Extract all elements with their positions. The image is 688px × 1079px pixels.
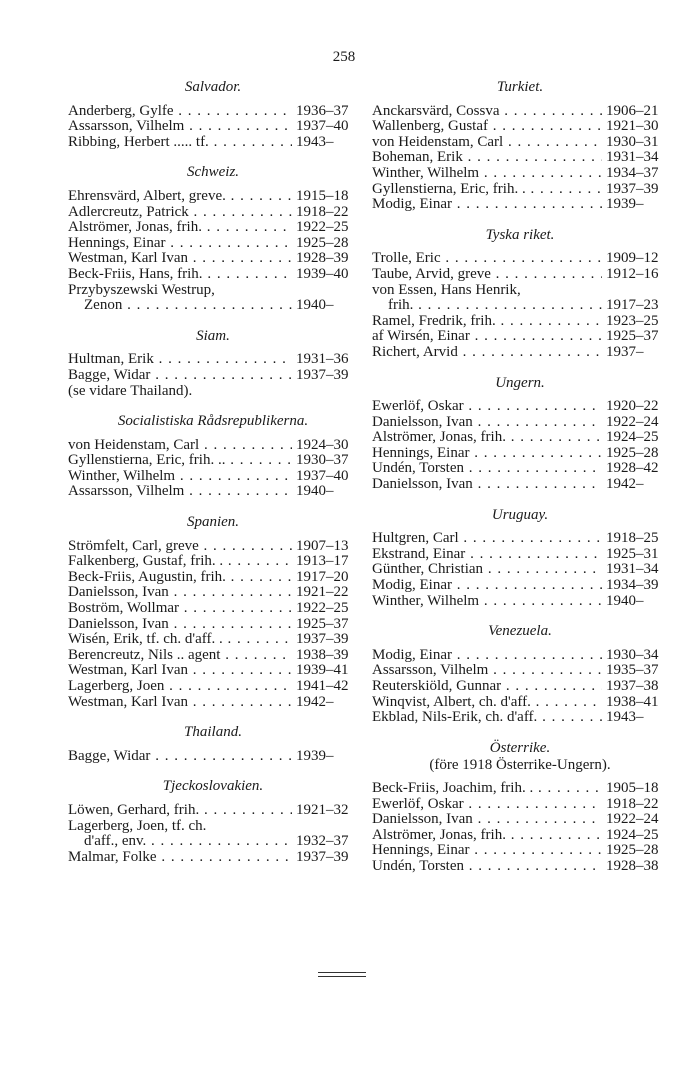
tenure-years: 1907–13 (296, 537, 349, 554)
tenure-years: 1934–37 (606, 164, 659, 181)
tenure-years: 1939– (296, 747, 334, 764)
tenure-years: 1922–25 (296, 600, 349, 617)
tenure-years: 1931–34 (606, 149, 659, 166)
envoy-name: Hennings, Einar . . . (68, 236, 292, 252)
list-item (372, 679, 668, 695)
tenure-years: 1925–37 (606, 328, 659, 345)
list-item (68, 803, 358, 819)
section-turkiet (372, 80, 668, 213)
section-thailand (68, 725, 358, 764)
tenure-years: 1937–40 (296, 118, 349, 135)
list-item (68, 205, 358, 221)
tenure-years: 1928–42 (606, 460, 659, 477)
tenure-years: 1942– (606, 476, 644, 493)
list-item (68, 189, 358, 205)
list-item (68, 352, 358, 368)
list-item (372, 119, 668, 135)
section-heading: Socialistiska Rådsrepublikerna. (117, 413, 309, 430)
envoy-name: Westman, Karl Ivan . . . (68, 251, 292, 267)
section-heading: Salvador. (184, 79, 242, 95)
list-item (68, 368, 358, 384)
list-item (68, 632, 358, 648)
list-item (68, 570, 358, 586)
right-column (372, 80, 668, 890)
list-item (372, 415, 668, 431)
list-item (372, 812, 668, 828)
envoy-name: Löwen, Gerhard, frih. . . . (68, 803, 292, 819)
tenure-years: 1928–38 (606, 857, 659, 874)
tenure-years: 1905–18 (606, 779, 659, 796)
tenure-years: 1921–22 (296, 584, 349, 601)
tenure-years: 1931–34 (606, 561, 659, 578)
list-item (372, 298, 668, 314)
tenure-years: 1915–18 (296, 187, 349, 204)
envoy-name: Danielsson, Ivan . . . (372, 812, 602, 828)
envoy-name: Bagge, Widar . . . (68, 749, 292, 765)
section-tjeckoslovakien (68, 779, 358, 865)
list-item (372, 345, 668, 361)
envoy-name: Reuterskiöld, Gunnar . . . (372, 679, 602, 695)
section-subheading: (före 1918 Österrike-Ungern). (429, 757, 611, 774)
section-heading: Österrike. (489, 739, 551, 756)
envoy-name: Westman, Karl Ivan . . . (68, 663, 292, 679)
envoy-name: Zenon . . . (68, 298, 292, 314)
list-item (372, 531, 668, 547)
list-item (68, 850, 358, 866)
list-item (68, 135, 358, 151)
list-item (68, 617, 358, 633)
tenure-years: 1935–37 (606, 662, 659, 679)
envoy-name: Assarsson, Vilhelm . . . (68, 484, 292, 500)
section-venezuela (372, 624, 668, 726)
envoy-name: Strömfelt, Carl, greve . . . (68, 539, 292, 555)
envoy-name: Hennings, Einar . . . (372, 446, 602, 462)
envoy-name: Falkenberg, Gustaf, frih. . . . . (68, 554, 292, 570)
list-item (68, 104, 358, 120)
section-siam (68, 329, 358, 399)
envoy-name: Hennings, Einar . . . (372, 843, 602, 859)
envoy-name: Alströmer, Jonas, frih. . . . (372, 430, 602, 446)
list-item (68, 220, 358, 236)
envoy-name: Przybyszewski Westrup, (68, 282, 215, 298)
list-item (372, 477, 668, 493)
envoy-name: Alströmer, Jonas, frih. . . . (372, 828, 602, 844)
envoy-name: Lagerberg, Joen, tf. ch. (68, 818, 207, 834)
list-item (68, 236, 358, 252)
list-item (372, 859, 668, 875)
envoy-name: Ekstrand, Einar . . . (372, 547, 602, 563)
envoy-name: Undén, Torsten . . . (372, 461, 602, 477)
list-item (68, 438, 358, 454)
list-item (68, 585, 358, 601)
list-item (372, 314, 668, 330)
list-item (68, 539, 358, 555)
section-heading: Turkiet. (496, 79, 544, 95)
envoy-name: Westman, Karl Ivan . . . (68, 695, 292, 711)
section-heading: Siam. (196, 327, 230, 344)
list-item (68, 469, 358, 485)
section-tyska-riket (372, 228, 668, 361)
list-item (372, 562, 668, 578)
envoy-name: Taube, Arvid, greve . . . (372, 267, 602, 283)
envoy-name: Adlercreutz, Patrick . . . (68, 205, 292, 221)
envoy-name: Lagerberg, Joen . . . (68, 679, 292, 695)
list-item (68, 819, 358, 835)
list-item (68, 267, 358, 283)
tenure-years: 1913–17 (296, 553, 349, 570)
section-uruguay (372, 508, 668, 610)
section-socialistiska-rådsrepublikerna (68, 414, 358, 500)
tenure-years: 1923–25 (606, 312, 659, 329)
tenure-years: 1940– (296, 483, 334, 500)
tenure-years: 1918–22 (296, 203, 349, 220)
envoy-name: af Wirsén, Einar . . . (372, 329, 602, 345)
tenure-years: 1930–34 (606, 646, 659, 663)
list-item (372, 828, 668, 844)
tenure-years: 1938–41 (606, 693, 659, 710)
tenure-years: 1934–39 (606, 577, 659, 594)
list-item (372, 150, 668, 166)
tenure-years: 1937– (606, 343, 644, 360)
envoy-name: Beck-Friis, Hans, frih. . . . (68, 267, 292, 283)
section-heading: Venezuela. (488, 623, 552, 640)
envoy-name: Alströmer, Jonas, frih. . . . (68, 220, 292, 236)
envoy-name: Modig, Einar . . . (372, 197, 602, 213)
envoy-name: Winther, Wilhelm . . . (372, 166, 602, 182)
tenure-years: 1942– (296, 693, 334, 710)
tenure-years: 1922–24 (606, 811, 659, 828)
list-item (372, 797, 668, 813)
envoy-name: von Heidenstam, Carl . . . (372, 135, 602, 151)
section-heading: Tjeckoslovakien. (162, 778, 264, 795)
tenure-years: 1937–39 (296, 631, 349, 648)
envoy-name: Gyllenstierna, Eric, frih. .. . . . (68, 453, 292, 469)
tenure-years: 1937–40 (296, 467, 349, 484)
tenure-years: 1928–39 (296, 250, 349, 267)
envoy-name: Winther, Wilhelm . . . (68, 469, 292, 485)
tenure-years: 1939– (606, 196, 644, 213)
tenure-years: 1943– (606, 709, 644, 726)
envoy-name: Berencreutz, Nils .. agent . . . (68, 648, 292, 664)
tenure-years: 1918–25 (606, 530, 659, 547)
envoy-name: Boheman, Erik . . . (372, 150, 602, 166)
tenure-years: 1925–31 (606, 545, 659, 562)
list-item (372, 843, 668, 859)
envoy-name: Beck-Friis, Joachim, frih. . . . . (372, 781, 602, 797)
envoy-name: Ewerlöf, Oskar . . . (372, 797, 602, 813)
tenure-years: 1930–31 (606, 133, 659, 150)
list-item (372, 446, 668, 462)
list-item (68, 251, 358, 267)
tenure-years: 1939–41 (296, 662, 349, 679)
list-item (68, 601, 358, 617)
envoy-name: Ehrensvärd, Albert, greve. . . . (68, 189, 292, 205)
tenure-years: 1924–25 (606, 826, 659, 843)
tenure-years: 1925–28 (606, 444, 659, 461)
left-column (68, 80, 358, 880)
list-item (372, 695, 668, 711)
tenure-years: 1939–40 (296, 265, 349, 282)
list-item (68, 484, 358, 500)
list-item (372, 578, 668, 594)
tenure-years: 1930–37 (296, 452, 349, 469)
envoy-name: Modig, Einar . . . (372, 578, 602, 594)
list-item (68, 554, 358, 570)
tenure-years: 1924–30 (296, 436, 349, 453)
list-item (68, 679, 358, 695)
envoy-name: Winther, Wilhelm . . . (372, 594, 602, 610)
tenure-years: 1912–16 (606, 265, 659, 282)
envoy-name: Danielsson, Ivan . . . (372, 415, 602, 431)
envoy-name: frih. . . . (372, 298, 602, 314)
tenure-years: 1922–25 (296, 219, 349, 236)
tenure-years: 1941–42 (296, 678, 349, 694)
tenure-years: 1920–22 (606, 398, 659, 415)
envoy-name: Boström, Wollmar . . . (68, 601, 292, 617)
list-item (372, 267, 668, 283)
tenure-years: 1917–20 (296, 568, 349, 585)
list-item (68, 663, 358, 679)
envoy-name: Bagge, Widar . . . (68, 368, 292, 384)
list-item (68, 298, 358, 314)
envoy-name: (se vidare Thailand). (68, 383, 193, 399)
envoy-name: Gyllenstierna, Eric, frih. . . . . (372, 182, 602, 198)
list-item (372, 430, 668, 446)
tenure-years: 1943– (296, 133, 334, 150)
tenure-years: 1925–28 (296, 234, 349, 251)
footer-rule-second (318, 976, 366, 977)
tenure-years: 1937–39 (606, 180, 659, 197)
envoy-name: Danielsson, Ivan . . . (372, 477, 602, 493)
envoy-name: Danielsson, Ivan . . . (68, 585, 292, 601)
envoy-name: von Essen, Hans Henrik, (372, 282, 521, 298)
tenure-years: 1909–12 (606, 250, 659, 267)
section-heading: Ungern. (495, 374, 545, 391)
list-item (372, 594, 668, 610)
tenure-years: 1906–21 (606, 102, 659, 119)
list-item (372, 663, 668, 679)
list-item (372, 182, 668, 198)
tenure-years: 1925–37 (296, 615, 349, 632)
tenure-years: 1925–28 (606, 842, 659, 859)
list-item (68, 695, 358, 711)
tenure-years: 1940– (296, 297, 334, 314)
tenure-years: 1921–30 (606, 118, 659, 135)
section-heading: Uruguay. (491, 506, 549, 523)
list-item (372, 547, 668, 563)
envoy-name: Winqvist, Albert, ch. d'aff. . . . (372, 695, 602, 711)
tenure-years: 1937–39 (296, 848, 349, 865)
envoy-name: Wisén, Erik, tf. ch. d'aff. . . . . (68, 632, 292, 648)
envoy-name: Modig, Einar . . . (372, 648, 602, 664)
envoy-name: Malmar, Folke . . . (68, 850, 292, 866)
section-heading: Thailand. (184, 724, 242, 741)
list-item (372, 461, 668, 477)
list-item (372, 648, 668, 664)
section-schweiz (68, 165, 358, 313)
section-salvador (68, 80, 358, 150)
list-item (372, 197, 668, 213)
list-item (68, 384, 358, 400)
envoy-name: Hultman, Erik . . . (68, 352, 292, 368)
list-item (372, 104, 668, 120)
section-ungern (372, 376, 668, 493)
tenure-years: 1918–22 (606, 795, 659, 812)
tenure-years: 1940– (606, 592, 644, 609)
envoy-name: Beck-Friis, Augustin, frih. . . . (68, 570, 292, 586)
list-item (68, 283, 358, 299)
envoy-name: Trolle, Eric . . . (372, 251, 602, 267)
tenure-years: 1931–36 (296, 351, 349, 368)
list-item (372, 710, 668, 726)
tenure-years: 1932–37 (296, 833, 349, 850)
tenure-years: 1937–39 (296, 366, 349, 383)
envoy-name: Undén, Torsten . . . (372, 859, 602, 875)
page-number: 258 (332, 49, 356, 65)
envoy-name: Assarsson, Vilhelm . . . (68, 119, 292, 135)
tenure-years: 1921–32 (296, 801, 349, 818)
section-spanien (68, 515, 358, 710)
envoy-name: Wallenberg, Gustaf . . . (372, 119, 602, 135)
list-item (372, 135, 668, 151)
tenure-years: 1922–24 (606, 413, 659, 430)
section-heading: Tyska riket. (485, 226, 555, 243)
tenure-years: 1938–39 (296, 646, 349, 663)
tenure-years: 1917–23 (606, 297, 659, 314)
envoy-name: Anderberg, Gylfe . . . (68, 104, 292, 120)
footer-rule (318, 972, 366, 973)
tenure-years: 1937–38 (606, 678, 659, 694)
list-item (372, 166, 668, 182)
envoy-name: Danielsson, Ivan . . . (68, 617, 292, 633)
envoy-name: Günther, Christian . . . (372, 562, 602, 578)
envoy-name: Ribbing, Herbert ..... tf. . . . (68, 135, 292, 151)
list-item (372, 251, 668, 267)
envoy-name: Anckarsvärd, Cossva . . . (372, 104, 602, 120)
section-heading: Schweiz. (186, 164, 240, 181)
envoy-name: Assarsson, Vilhelm . . . (372, 663, 602, 679)
list-item (68, 119, 358, 135)
section-österrike (372, 741, 668, 875)
list-item (372, 329, 668, 345)
list-item (68, 749, 358, 765)
list-item (68, 834, 358, 850)
envoy-name: Ewerlöf, Oskar . . . (372, 399, 602, 415)
envoy-name: d'aff., env. . . . (68, 834, 292, 850)
envoy-name: Hultgren, Carl . . . (372, 531, 602, 547)
list-item (372, 781, 668, 797)
tenure-years: 1936–37 (296, 102, 349, 119)
list-item (372, 399, 668, 415)
list-item (372, 283, 668, 299)
list-item (68, 453, 358, 469)
list-item (68, 648, 358, 664)
section-heading: Spanien. (186, 514, 240, 531)
envoy-name: Ramel, Fredrik, frih. . . . (372, 314, 602, 330)
envoy-name: von Heidenstam, Carl . . . (68, 438, 292, 454)
tenure-years: 1924–25 (606, 429, 659, 446)
envoy-name: Ekblad, Nils-Erik, ch. d'aff. . . . (372, 710, 602, 726)
envoy-name: Richert, Arvid . . . (372, 345, 602, 361)
